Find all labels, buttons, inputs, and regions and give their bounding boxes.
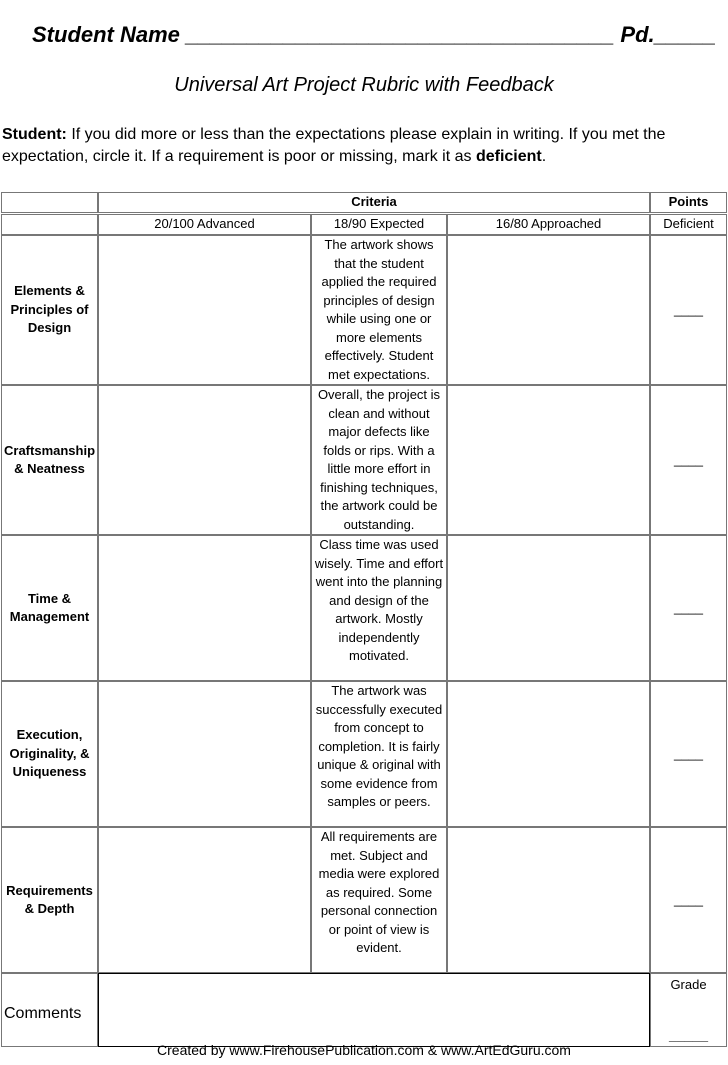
expected-cell[interactable]: All requirements are met. Subject and media were explored as required. Some personal connection or point of view is evident. [311,827,447,973]
criterion-label: Requirements & Depth [1,827,98,973]
approached-cell[interactable] [447,385,650,535]
grade-cell [650,973,727,1047]
advanced-cell[interactable] [98,827,311,973]
comments-row [1,973,727,1047]
table-row [1,235,727,385]
student-name-label: Student Name [32,22,180,47]
instructions-text: If you did more or less than the expectations please explain in writing. If you met the expectation, circle it. If a requirement is poor or missing, mark it as [2,126,666,165]
points-blank[interactable]: ____ [650,385,727,535]
grade-blank[interactable]: _____ [669,1026,708,1043]
instructions-lead: Student: [2,126,67,143]
level-deficient: Deficient [650,214,727,235]
approached-cell[interactable] [447,681,650,827]
comments-label: Comments [1,973,98,1047]
period-label: Pd. [620,22,655,47]
student-name-line [32,22,716,48]
expected-cell[interactable]: Class time was used wisely. Time and effort went into the planning and design of the artwork. Mostly independently motivated. [311,535,447,681]
expected-cell[interactable]: Overall, the project is clean and without major defects like folds or rips. With a little more effort in finishing techniques, the artwork could be outstanding. [311,385,447,535]
advanced-cell[interactable] [98,385,311,535]
grade-label: Grade [670,977,707,992]
instructions [2,124,724,168]
approached-cell[interactable] [447,235,650,385]
expected-cell[interactable]: The artwork was successfully executed from concept to completion. It is fairly unique & original with some evidence from samples or peers. [311,681,447,827]
table-row [1,681,727,827]
advanced-cell[interactable] [98,235,311,385]
footer-credit: Created by www.FirehousePublication.com & www.ArtEdGuru.com [157,1042,571,1058]
approached-cell[interactable] [447,827,650,973]
expected-cell[interactable]: The artwork shows that the student applied the required principles of design while using one or more elements effectively. Student met expectations. [311,235,447,385]
levels-corner [1,214,98,235]
criteria-header: Criteria [98,192,650,213]
table-row [1,827,727,973]
level-approached: 16/80 Approached [447,214,650,235]
rubric-table [1,192,727,1047]
level-advanced: 20/100 Advanced [98,214,311,235]
points-header: Points [650,192,727,213]
criterion-label: Time & Management [1,535,98,681]
rubric-title: Universal Art Project Rubric with Feedback [174,74,554,96]
approached-cell[interactable] [447,535,650,681]
table-row [1,385,727,535]
points-blank[interactable]: ____ [650,535,727,681]
student-name-blank[interactable]: ___________________________________ [186,22,615,47]
instructions-end: . [541,148,547,165]
levels-row [1,214,727,235]
level-expected: 18/90 Expected [311,214,447,235]
corner-cell [1,192,98,213]
header-row [1,192,727,213]
points-blank[interactable]: ____ [650,827,727,973]
criterion-label: Elements & Principles of Design [1,235,98,385]
criterion-label: Craftsmanship & Neatness [1,385,98,535]
advanced-cell[interactable] [98,681,311,827]
instructions-emphasis: deficient [475,148,542,165]
table-row [1,535,727,681]
comments-box[interactable] [98,973,650,1047]
period-blank[interactable]: _____ [654,22,716,47]
points-blank[interactable]: ____ [650,235,727,385]
points-blank[interactable]: ____ [650,681,727,827]
advanced-cell[interactable] [98,535,311,681]
criterion-label: Execution, Originality, & Uniqueness [1,681,98,827]
